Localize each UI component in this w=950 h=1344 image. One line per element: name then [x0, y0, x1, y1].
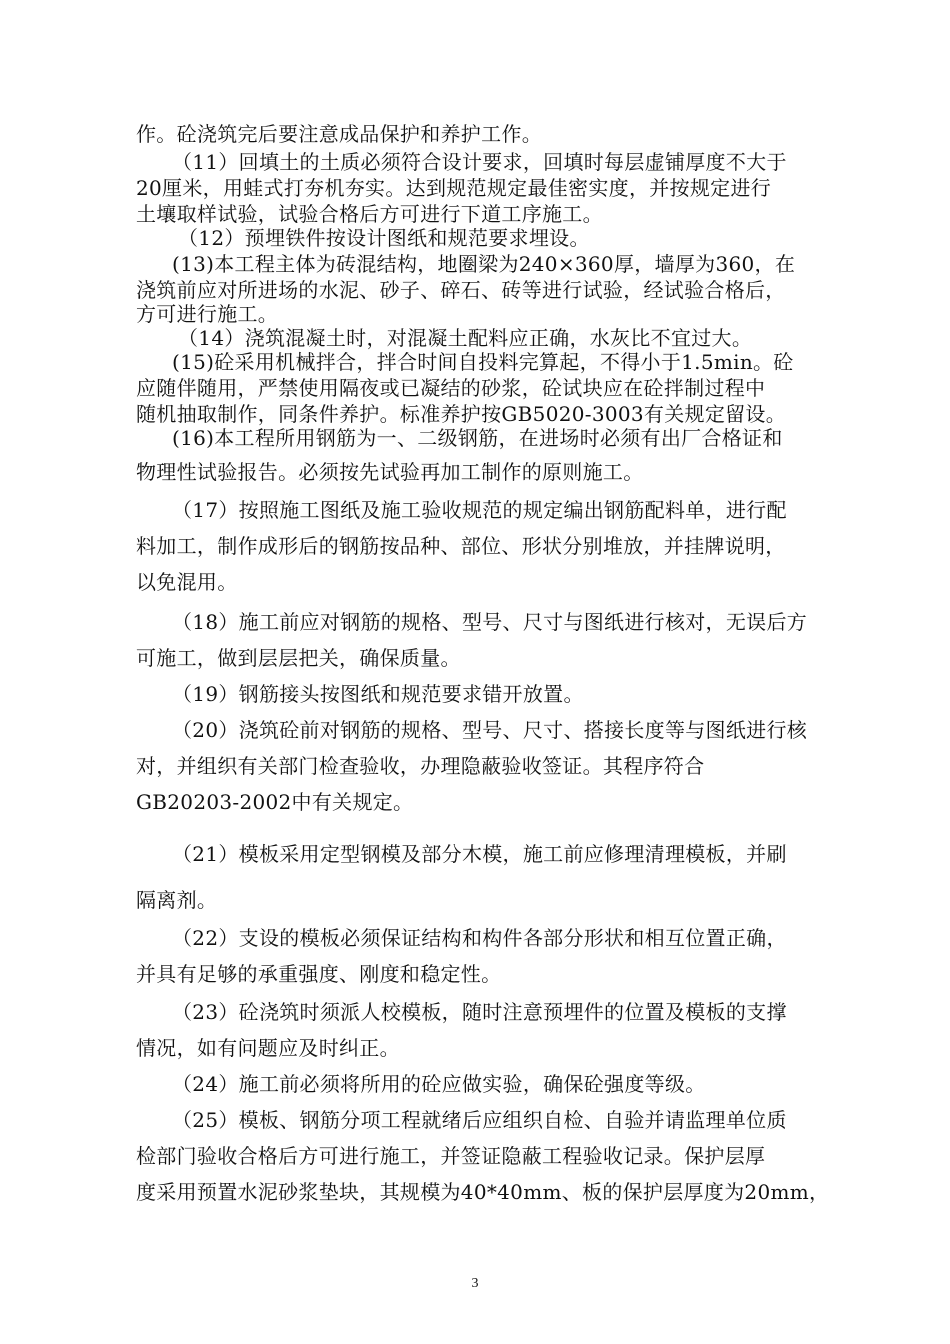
text-line: 应随伴随用，严禁使用隔夜或已凝结的砂浆，砼试块应在砼拌制过程中: [136, 376, 766, 400]
text-line: 可施工，做到层层把关，确保质量。: [136, 646, 461, 670]
text-line: 方可进行施工。: [136, 302, 279, 326]
text-line: 度采用预置水泥砂浆垫块，其规模为40*40mm、板的保护层厚度为20mm，: [136, 1180, 830, 1204]
text-line: 物理性试验报告。必须按先试验再加工制作的原则施工。: [136, 460, 644, 484]
text-line: 料加工，制作成形后的钢筋按品种、部位、形状分别堆放，并挂牌说明，: [136, 534, 786, 558]
text-line: (16)本工程所用钢筋为一、二级钢筋，在进场时必须有出厂合格证和: [172, 426, 783, 450]
text-line: （21）模板采用定型钢模及部分木模，施工前应修理清理模板，并刷: [172, 842, 787, 866]
text-line: （11）回填土的土质必须符合设计要求，回填时每层虚铺厚度不大于: [172, 150, 787, 174]
text-line: 作。砼浇筑完后要注意成品保护和养护工作。: [136, 122, 542, 146]
text-line: 土壤取样试验，试验合格后方可进行下道工序施工。: [136, 202, 603, 226]
text-line: （25）模板、钢筋分项工程就绪后应组织自检、自验并请监理单位质: [172, 1108, 787, 1132]
text-line: 以免混用。: [136, 570, 238, 594]
text-line: 并具有足够的承重强度、刚度和稳定性。: [136, 962, 502, 986]
text-line: 浇筑前应对所进场的水泥、砂子、碎石、砖等进行试验，经试验合格后，: [136, 278, 786, 302]
text-line: (13)本工程主体为砖混结构，地圈梁为240×360厚，墙厚为360，在: [172, 252, 796, 276]
page-number: 3: [471, 1276, 479, 1291]
text-line: （22）支设的模板必须保证结构和构件各部分形状和相互位置正确，: [172, 926, 787, 950]
text-line: （14）浇筑混凝土时，对混凝土配料应正确，水灰比不宜过大。: [178, 326, 753, 350]
text-line: 随机抽取制作，同条件养护。标准养护按GB5020-3003有关规定留设。: [136, 402, 787, 426]
text-line: （24）施工前必须将所用的砼应做实验，确保砼强度等级。: [172, 1072, 706, 1096]
text-line: 隔离剂。: [136, 888, 218, 912]
text-line: （18）施工前应对钢筋的规格、型号、尺寸与图纸进行核对，无误后方: [172, 610, 808, 634]
text-line: 检部门验收合格后方可进行施工，并签证隐蔽工程验收记录。保护层厚: [136, 1144, 766, 1168]
text-line: GB20203-2002中有关规定。: [136, 790, 414, 814]
text-line: （12）预埋铁件按设计图纸和规范要求埋设。: [178, 226, 590, 250]
text-line: （17）按照施工图纸及施工验收规范的规定编出钢筋配料单，进行配: [172, 498, 787, 522]
text-line: （23）砼浇筑时须派人校模板，随时注意预埋件的位置及模板的支撑: [172, 1000, 787, 1024]
text-line: 20厘米，用蛙式打夯机夯实。达到规范规定最佳密实度，并按规定进行: [136, 176, 772, 200]
text-line: (15)砼采用机械拌合，拌合时间自投料完算起，不得小于1.5min。砼: [172, 350, 794, 374]
text-line: 情况，如有问题应及时纠正。: [136, 1036, 400, 1060]
text-line: （20）浇筑砼前对钢筋的规格、型号、尺寸、搭接长度等与图纸进行核: [172, 718, 808, 742]
text-line: （19）钢筋接头按图纸和规范要求错开放置。: [172, 682, 584, 706]
text-line: 对，并组织有关部门检查验收，办理隐蔽验收签证。其程序符合: [136, 754, 705, 778]
